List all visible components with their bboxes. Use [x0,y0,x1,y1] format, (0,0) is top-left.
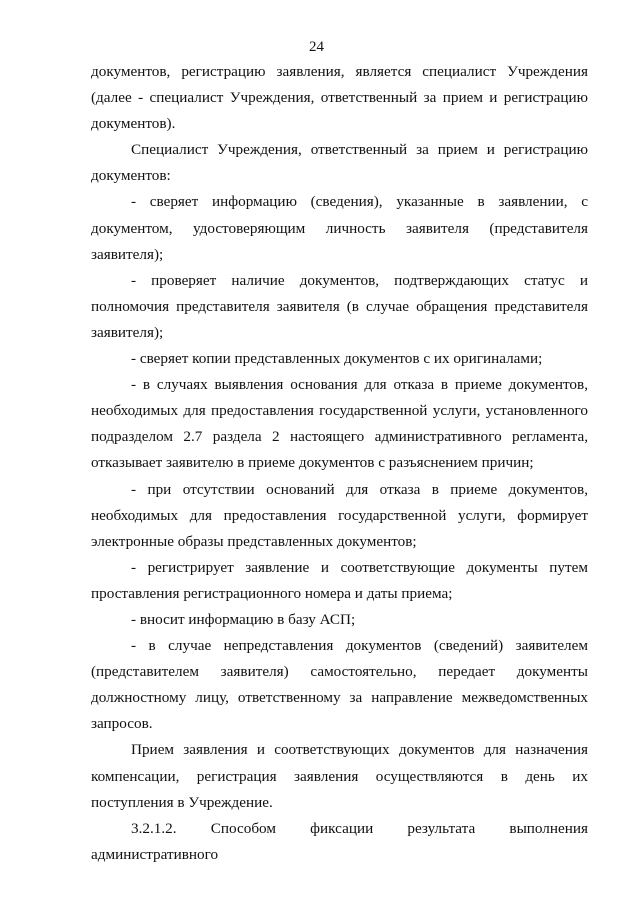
list-item-verify-info: - сверяет информацию (сведения), указанные в заявлении, с документом, удостоверяющим личность заявителя (представителя заявителя); [91,193,588,263]
paragraph-same-day-acceptance: Прием заявления и соответствующих документов для назначения компенсации, регистрация заявления осуществляются в день их поступления в Учреждение. [91,741,588,811]
list-item-enter-asp-database: - вносит информацию в базу АСП; [131,610,356,628]
paragraph-section-3-2-1-2: 3.2.1.2. Способом фиксации результата выполнения административного [91,819,588,863]
list-item-register-application: - регистрирует заявление и соответствующие документы путем проставления регистрационного номера и даты приема; [91,558,588,602]
list-item-form-electronic-images: - при отсутствии оснований для отказа в приеме документов, необходимых для предоставления государственной услуги, формирует электронные образы представленных документов; [91,480,588,550]
paragraph-specialist-intro: Специалист Учреждения, ответственный за прием и регистрацию документов: [91,141,588,185]
page-number: 24 [309,39,324,55]
list-item-verify-copies: - сверяет копии представленных документов с их оригиналами; [131,350,543,368]
list-item-refuse-acceptance: - в случаях выявления основания для отказа в приеме документов, необходимых для предоставления государственной услуги, установленного подразделом 2.7 раздела 2 настоящего административного регламента, отказывает заявителю в приеме документов с разъяснением причин; [91,376,588,472]
list-item-transfer-documents: - в случае непредставления документов (сведений) заявителем (представителем заявителя) самостоятельно, передает документы должностному лицу, ответственному за направление межведомственных запросов. [91,637,588,733]
document-body [91,59,588,868]
paragraph-continuation: документов, регистрацию заявления, является специалист Учреждения (далее - специалист Учреждения, ответственный за прием и регистрацию документов). [91,63,588,133]
list-item-check-authority: - проверяет наличие документов, подтверждающих статус и полномочия представителя заявителя (в случае обращения представителя заявителя); [91,271,588,341]
